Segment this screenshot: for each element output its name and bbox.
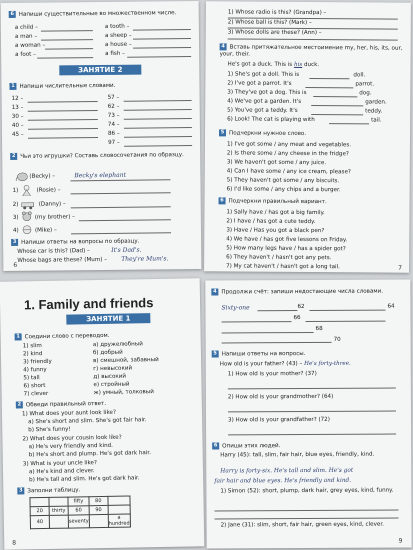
- answer-line[interactable]: [124, 136, 192, 138]
- exercise-number: 3: [19, 487, 23, 494]
- table-cell[interactable]: seventy: [68, 515, 89, 528]
- answer-line[interactable]: [222, 321, 292, 322]
- ex6-sentence[interactable]: 7) My cat haven't / hasn't got a long tail.: [226, 263, 340, 271]
- ex2-question: 3) What is your uncle like?: [22, 460, 98, 468]
- number-item: 30 –: [11, 113, 24, 120]
- table-cell[interactable]: [108, 505, 130, 514]
- number-item: 40 –: [11, 122, 24, 129]
- sequence-start: Sixty-one: [221, 304, 250, 312]
- toy-owner: (Mike) –: [34, 227, 57, 234]
- answer-line[interactable]: [41, 39, 93, 41]
- table-cell[interactable]: thirty: [49, 506, 68, 515]
- exercise-title: Подчеркни правильный вариант.: [228, 198, 327, 206]
- example-answer: his: [293, 61, 303, 68]
- ex2-option[interactable]: b) He's tall and slim. He's got dark hair.: [29, 475, 140, 484]
- answer-line[interactable]: [311, 105, 363, 106]
- ex4-sentence: 4) We've got a garden. It's: [227, 98, 302, 105]
- exercise-title: Опиши этих людей.: [222, 443, 281, 450]
- ex6-right-3: a house –: [105, 41, 132, 48]
- ex6-left-2: a man –: [14, 33, 38, 40]
- russian-word[interactable]: б) добрый: [92, 349, 123, 357]
- exercise-number: 6: [213, 442, 218, 449]
- answer-line[interactable]: [37, 57, 93, 59]
- exercise-number: 1: [11, 82, 15, 89]
- russian-word[interactable]: г) невысокий: [93, 365, 133, 373]
- numbers-table: [29, 496, 130, 530]
- toy-owner: (Rosie) –: [36, 187, 61, 194]
- ex2-option[interactable]: a) He's kind and clever.: [28, 468, 95, 476]
- english-word[interactable]: 6) short: [23, 382, 46, 390]
- example-text: He's got a duck. This is: [227, 61, 293, 68]
- number-item: 62 –: [107, 103, 120, 110]
- exercise-number: 3: [12, 238, 17, 245]
- ex6-answer-line-1: Harry is forty-six. He's tall and slim. He's got: [220, 467, 354, 475]
- toy-owner: (Becky) –: [29, 173, 56, 180]
- exercise-title: Чьи это игрушки? Составь словосочетания по образцу.: [20, 152, 184, 160]
- exercise-number: 6: [10, 10, 14, 17]
- russian-word[interactable]: в) смешной, забавный: [93, 357, 159, 365]
- answer-line[interactable]: [28, 110, 98, 112]
- ex6-right-1: a tooth –: [104, 23, 130, 30]
- ex4-example: [227, 61, 319, 69]
- number-item: 73 –: [107, 112, 120, 119]
- exercise-title: Вставь притяжательное местоимение my, her, his, its, our, your, their.: [219, 44, 403, 58]
- russian-word[interactable]: д) высокий: [93, 373, 127, 381]
- answer-line[interactable]: [133, 29, 191, 31]
- page-number: 6: [13, 261, 18, 269]
- exercise-number: 5: [213, 350, 217, 357]
- ex4-end: dog.: [359, 90, 372, 97]
- ex6-sentence[interactable]: 4) We have / has got five lessons on Friday.: [226, 236, 348, 244]
- exercise-1-header: [15, 332, 110, 342]
- page-number: 8: [12, 539, 17, 547]
- answer-line[interactable]: [124, 100, 192, 102]
- exercise-6-header: [219, 197, 327, 206]
- exercise-4-header: [220, 43, 405, 59]
- ex3-question-1: Whose car is this? (Dad) –: [17, 248, 90, 255]
- ex2-question: 1) What does your aunt look like?: [21, 409, 116, 418]
- table-cell[interactable]: 20: [30, 506, 49, 515]
- item-number: 1): [12, 187, 19, 194]
- ex4-end: parrot.: [355, 81, 375, 88]
- answer-line[interactable]: [228, 411, 396, 413]
- exercise-title: Напиши существительные во множественном числе.: [18, 10, 177, 18]
- page-9: [205, 279, 411, 548]
- answer-line[interactable]: [257, 310, 297, 311]
- ex2-option[interactable]: a) She's short and slim. She's got fair hair.: [28, 417, 147, 426]
- english-word[interactable]: 2) kind: [22, 351, 43, 358]
- table-row: [30, 514, 130, 529]
- ex5-sentence[interactable]: 4) Can I have some / any ice cream, please?: [226, 168, 351, 176]
- ex2-question: 2) What does your cousin look like?: [22, 434, 122, 443]
- exercise-number: 6: [220, 197, 224, 204]
- table-cell[interactable]: [49, 515, 68, 528]
- exercise-number: 5: [220, 129, 225, 136]
- page-6: [1, 1, 202, 271]
- answer-line[interactable]: [222, 342, 332, 344]
- exercise-title: Напиши числительные словами.: [19, 82, 116, 90]
- ex6-right-4: a fish –: [105, 50, 125, 57]
- answer-line[interactable]: [306, 321, 386, 322]
- ex4-end: garden.: [365, 99, 387, 106]
- table-cell[interactable]: [89, 514, 108, 527]
- sequence-number: 64: [387, 303, 395, 310]
- answer-line[interactable]: [28, 101, 98, 103]
- english-word[interactable]: 5) tall: [23, 375, 40, 382]
- answer-line[interactable]: [124, 109, 192, 111]
- table-cell[interactable]: [30, 497, 49, 506]
- ex5-question: 2) How old is your grandmother? (64): [227, 393, 334, 401]
- answer-line[interactable]: [305, 87, 353, 88]
- answer-line[interactable]: [71, 232, 171, 234]
- ex6-sentence[interactable]: 6) They haven't / hasn't got any pets.: [226, 254, 332, 262]
- answer-line[interactable]: [228, 38, 398, 40]
- ex6-left-4: a foot –: [15, 51, 36, 58]
- chapter-title: 1. Family and friends: [23, 295, 154, 313]
- answer-line[interactable]: [133, 47, 191, 49]
- ex6-sentence[interactable]: 1) Sally have / has got a big family.: [226, 209, 325, 217]
- answer-line[interactable]: [79, 219, 171, 221]
- ex6-sentence[interactable]: 5) How many legs have / has a spider got?: [226, 245, 346, 253]
- question-line: 3) Whose dolls are these? (Ann) –: [227, 29, 322, 37]
- exercise-number: 1: [16, 333, 20, 340]
- table-cell[interactable]: 60: [68, 506, 89, 515]
- lesson-banner: ЗАНЯТИЕ 2: [59, 65, 141, 76]
- answer-line[interactable]: [45, 48, 93, 50]
- ex6-left-3: a woman –: [15, 42, 46, 49]
- answer-line[interactable]: [215, 510, 399, 512]
- ex6-prompt-simon: 1) Simon (52): short, plump, dark hair, grey eyes, kind, funny.: [220, 487, 394, 495]
- ex5-question: 3) How old is your grandfather? (72): [228, 416, 330, 424]
- ex6-answer-line-2: fair hair and blue eyes. He's friendly and kind.: [214, 477, 352, 485]
- item-number: 2): [12, 201, 19, 208]
- answer-line[interactable]: [309, 78, 349, 79]
- ex6-right-2: a sheep –: [104, 32, 132, 39]
- ex6-prompt-harry: Harry (45): tall, slim, fair hair, blue eyes, friendly, kind.: [220, 451, 375, 459]
- answer-line[interactable]: [222, 332, 314, 333]
- ex4-sentence: 2) I've got a parrot. It's: [227, 80, 292, 87]
- exercise-title: Заполни таблицу.: [27, 487, 81, 495]
- car-icon: [21, 199, 35, 210]
- exercise-2-header: [16, 400, 106, 410]
- exercise-title: Продолжи счёт: запиши недостающие числа словами.: [221, 288, 384, 296]
- example-answer: Becky's elephant: [74, 171, 127, 180]
- ex5-sentence[interactable]: 1) I've got some / any meat and vegetables.: [226, 141, 352, 149]
- ball-icon: [21, 225, 33, 235]
- sequence-number: 70: [333, 336, 341, 343]
- ex3-answer-2: They're Mum's.: [121, 255, 169, 263]
- ex3-answer-1: It's Dad's.: [111, 246, 142, 254]
- table-cell[interactable]: 40: [30, 515, 49, 528]
- answer-line[interactable]: [71, 192, 171, 194]
- exercise-number: 2: [17, 401, 22, 408]
- exercise-6-header: [9, 9, 177, 19]
- ex6-sentence[interactable]: 2) I have / has got a cute teddy.: [226, 218, 316, 226]
- page-number: 9: [398, 537, 403, 545]
- table-cell[interactable]: 90: [89, 505, 108, 514]
- answer-line[interactable]: [228, 388, 396, 390]
- example-text: duck.: [303, 61, 320, 69]
- number-item: 86 –: [107, 130, 120, 137]
- toy-owner: (Danny) –: [38, 201, 66, 208]
- english-word[interactable]: 1) slim: [22, 343, 42, 350]
- exercise-4-header: [211, 288, 403, 297]
- example-answer: He's forty-three.: [304, 360, 351, 368]
- answer-line[interactable]: [124, 145, 192, 147]
- exercise-3-header: [11, 238, 139, 247]
- item-number: 3): [12, 214, 19, 221]
- exercise-title: Напиши ответы на вопросы.: [221, 351, 306, 358]
- table-cell[interactable]: 80: [89, 496, 108, 505]
- lesson-banner: ЗАНЯТИЕ 1: [66, 313, 150, 324]
- number-item: 12 –: [11, 95, 24, 102]
- sequence-number: 62: [297, 304, 305, 311]
- answer-line[interactable]: [124, 127, 192, 129]
- exercise-title: Соедини слово с переводом.: [24, 332, 110, 341]
- teddy-icon: [21, 211, 33, 222]
- doll-icon: [21, 185, 33, 196]
- ex2-option[interactable]: b) She's funny!: [28, 426, 71, 434]
- answer-line[interactable]: [41, 30, 93, 32]
- ex4-end: teddy.: [365, 108, 383, 115]
- answer-line[interactable]: [28, 137, 98, 139]
- page-8: [0, 278, 204, 549]
- question-line: 2) Whose ball is this? (Mark) –: [227, 19, 312, 27]
- answer-line[interactable]: [28, 119, 98, 121]
- answer-line[interactable]: [70, 179, 170, 181]
- toy-owner: (my brother) –: [34, 214, 75, 221]
- number-item: 74 –: [107, 121, 120, 128]
- exercise-title: Подчеркни нужное слово.: [229, 130, 307, 137]
- answer-line[interactable]: [127, 56, 191, 58]
- answer-line[interactable]: [71, 206, 171, 208]
- example-question: How old is your father? (43) –: [219, 361, 303, 368]
- question-line: 1) Whose radio is this? (Grandpa) –: [227, 9, 327, 17]
- ex4-sentence: 6) Look! The cat is playing with: [227, 116, 315, 124]
- answer-line[interactable]: [124, 118, 192, 120]
- exercise-5-header: [212, 350, 306, 358]
- ex6-sentence[interactable]: 3) Have / Has you got a black pen?: [226, 227, 325, 235]
- exercise-number: 4: [213, 288, 217, 295]
- exercise-number: 2: [11, 152, 16, 159]
- ex6-prompt-jane: 2) Jane (31): slim, short, fair hair, green eyes, kind, clever.: [220, 521, 384, 529]
- table-cell[interactable]: [108, 496, 130, 505]
- english-word[interactable]: 7) clever: [23, 390, 49, 398]
- ex5-example: [220, 361, 351, 369]
- answer-line[interactable]: [309, 310, 385, 311]
- ex5-sentence[interactable]: 3) We haven't got some / any juice.: [226, 159, 327, 167]
- answer-line[interactable]: [133, 38, 191, 40]
- ex3-question-2: Whose bags are these? (Mum) –: [17, 256, 108, 264]
- ex5-sentence[interactable]: 2) Is there some / any cheese in the fridge?: [226, 150, 349, 158]
- exercise-number: 4: [221, 43, 225, 50]
- ex2-option[interactable]: b) He's short and plump. He's got dark hair.: [28, 450, 152, 459]
- elephant-icon: [14, 172, 28, 182]
- russian-word[interactable]: ж) умный, толковый: [93, 389, 154, 397]
- sequence-number: 68: [315, 325, 323, 332]
- ex2-option[interactable]: a) He's very friendly and kind.: [28, 442, 113, 451]
- table-cell[interactable]: fifty: [68, 497, 89, 506]
- exercise-1-header: [9, 82, 115, 91]
- ex5-sentence[interactable]: 6) I'd like some / any chips and a burger.: [226, 186, 341, 194]
- answer-line[interactable]: [228, 434, 396, 436]
- number-item: 13 –: [11, 104, 24, 111]
- answer-line[interactable]: [215, 518, 399, 520]
- ex5-sentence[interactable]: 5) They haven't got some / any biscuits.: [226, 177, 340, 185]
- answer-line[interactable]: [329, 123, 369, 124]
- table-cell[interactable]: a hundred: [108, 514, 130, 527]
- russian-word[interactable]: е) стройный: [93, 381, 130, 389]
- answer-line[interactable]: [28, 128, 98, 130]
- exercise-2-header: [10, 151, 195, 161]
- english-word[interactable]: 4) funny: [23, 366, 47, 374]
- answer-line[interactable]: [311, 114, 363, 115]
- exercise-6-header: [212, 442, 280, 450]
- page-number: 7: [398, 264, 402, 272]
- ex6-left-1: a child –: [14, 24, 38, 31]
- sequence-number: 66: [293, 315, 301, 322]
- table-cell[interactable]: [49, 497, 68, 506]
- ex4-sentence: 3) They've got a dog. This is: [227, 89, 307, 96]
- exercise-5-header: [219, 129, 306, 138]
- item-number: 4): [12, 227, 19, 234]
- ex5-question: 1) How old is your mother? (37): [227, 370, 317, 378]
- number-item: 45 –: [11, 131, 24, 138]
- ex4-sentence: 5) You've got a teddy. It's: [227, 107, 298, 114]
- ex4-sentence: 1) She's got a doll. This is: [227, 71, 300, 78]
- exercise-3-header: [17, 486, 80, 495]
- ex4-end: tail.: [371, 117, 382, 124]
- exercise-title: Напиши ответы на вопросы по образцу.: [21, 238, 140, 246]
- english-word[interactable]: 3) friendly: [23, 358, 52, 366]
- number-item: 57 –: [107, 94, 120, 101]
- number-item: 97 –: [108, 139, 120, 146]
- answer-line[interactable]: [313, 96, 357, 97]
- exercise-title: Обведи правильный ответ.: [25, 400, 107, 409]
- page-7: [204, 1, 411, 272]
- ex4-end: doll.: [353, 72, 366, 79]
- russian-word[interactable]: а) дружелюбный: [92, 341, 143, 349]
